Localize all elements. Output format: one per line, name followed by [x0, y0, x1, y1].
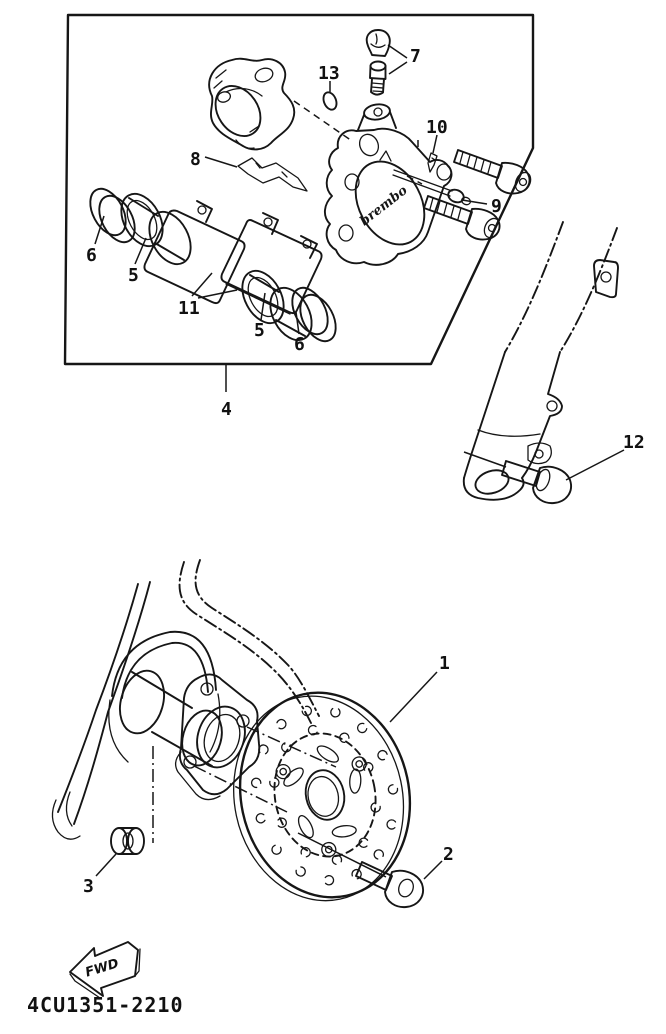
caliper-assembly-box: [65, 15, 534, 364]
part-label-3: 3: [83, 876, 94, 897]
part-label-5a: 5: [128, 265, 139, 286]
fwd-arrow: [70, 942, 140, 998]
part-label-4: 4: [221, 399, 232, 420]
part-label-12: 12: [623, 432, 645, 453]
pad-spring: [238, 158, 307, 191]
caliper-bracket: [206, 59, 294, 150]
part-label-6a: 6: [86, 245, 97, 266]
brand-logo-text: brembo: [357, 183, 411, 230]
alignment-line: [294, 101, 352, 141]
part-label-1: 1: [439, 653, 450, 674]
part-label-10: 10: [426, 117, 448, 138]
piston-left: [113, 187, 199, 271]
bleeder-cap: [367, 30, 390, 56]
fwd-label: FWD: [83, 956, 121, 981]
leader-line: [298, 833, 386, 877]
axle-nut: [111, 828, 144, 854]
part-label-6b: 6: [294, 334, 305, 355]
fork-leg: [464, 222, 618, 503]
part-label-8: 8: [190, 149, 201, 170]
fork-bolt: [502, 461, 571, 503]
part-label-13: 13: [318, 63, 340, 84]
part-label-9: 9: [491, 196, 502, 217]
bleed-screw: [370, 62, 386, 95]
catalog-code: 4CU1351-2210: [27, 993, 184, 1017]
cotter-pin: [407, 140, 437, 184]
part-label-11: 11: [178, 298, 200, 319]
brake-disc: [215, 677, 429, 917]
part-label-7: 7: [410, 46, 421, 67]
part-label-5b: 5: [254, 320, 265, 341]
front-hub-assembly: [52, 560, 336, 854]
o-ring: [321, 90, 339, 111]
part-label-2: 2: [443, 844, 454, 865]
